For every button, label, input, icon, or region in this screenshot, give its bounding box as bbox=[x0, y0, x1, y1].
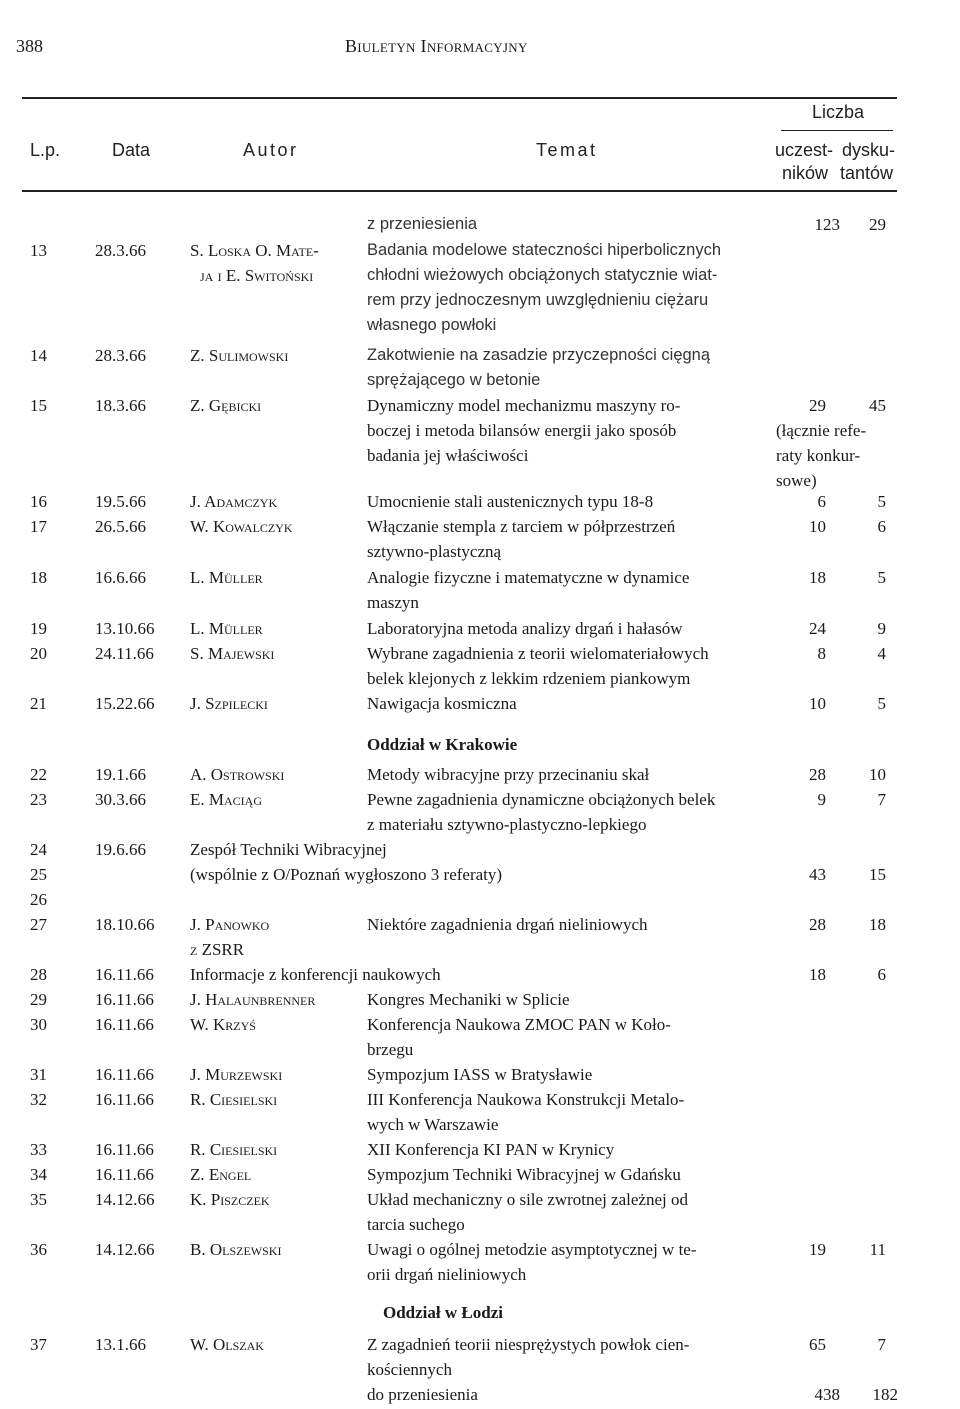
row-topic: własnego powłoki bbox=[367, 316, 497, 334]
row-topic: Umocnienie stali austenicznych typu 18-8 bbox=[367, 492, 654, 511]
row-topic: Konferencja Naukowa ZMOC PAN w Koło- bbox=[367, 1015, 671, 1034]
row-discussants: 15 bbox=[869, 865, 886, 884]
row-date: 16.11.66 bbox=[95, 1140, 154, 1159]
row-participants: 65 bbox=[809, 1335, 826, 1354]
row-topic: sztywno-plastyczną bbox=[367, 542, 502, 561]
header-discussants-2: tantów bbox=[840, 163, 894, 183]
row-author: B. Olszewski bbox=[190, 1240, 282, 1259]
row-author: Z. Engel bbox=[190, 1165, 252, 1184]
row-date: 28.3.66 bbox=[95, 241, 146, 260]
row-participants: 8 bbox=[817, 644, 826, 663]
row-date: 24.11.66 bbox=[95, 644, 154, 663]
row-topic: Analogie fizyczne i matematyczne w dynamice bbox=[367, 568, 690, 587]
row-author: L. Müller bbox=[190, 619, 263, 638]
row-date: 13.1.66 bbox=[95, 1335, 146, 1354]
section-heading-lodz: Oddział w Łodzi bbox=[383, 1303, 503, 1322]
row-number: 36 bbox=[30, 1240, 47, 1259]
row-participants: 10 bbox=[809, 694, 826, 713]
row-number: 28 bbox=[30, 965, 47, 984]
row-discussants: 7 bbox=[877, 1335, 886, 1354]
row-topic: Wybrane zagadnienia z teorii wielomateriałowych bbox=[367, 644, 709, 663]
row-date: 14.12.66 bbox=[95, 1190, 155, 1209]
row-topic: Układ mechaniczny o sile zwrotnej zależnej od bbox=[367, 1190, 688, 1209]
row-author: R. Ciesielski bbox=[190, 1090, 278, 1109]
header-date: Data bbox=[112, 140, 151, 160]
header-count: Liczba bbox=[812, 102, 865, 122]
row-topic: Pewne zagadnienia dynamiczne obciążonych belek bbox=[367, 790, 716, 809]
top-rule bbox=[22, 97, 897, 99]
header-topic: Temat bbox=[536, 140, 598, 160]
row-author: E. Maciąg bbox=[190, 790, 262, 809]
row-note: raty konkur- bbox=[776, 446, 861, 465]
row-author: R. Ciesielski bbox=[190, 1140, 278, 1159]
row-topic: brzegu bbox=[367, 1040, 414, 1059]
row-date: 16.11.66 bbox=[95, 990, 154, 1009]
row-number: 15 bbox=[30, 396, 47, 415]
row-number: 27 bbox=[30, 915, 47, 934]
row-participants: 18 bbox=[809, 568, 826, 587]
row-topic: Nawigacja kosmiczna bbox=[367, 694, 517, 713]
page-number: 388 bbox=[16, 36, 43, 56]
row-discussants: 11 bbox=[869, 1240, 886, 1259]
row-topic: III Konferencja Naukowa Konstrukcji Metalo- bbox=[367, 1090, 685, 1109]
row-date: 16.11.66 bbox=[95, 1015, 154, 1034]
row-number: 32 bbox=[30, 1090, 47, 1109]
header-author: Autor bbox=[243, 140, 299, 160]
row-participants: 28 bbox=[809, 765, 826, 784]
row-author: Z. Sulimowski bbox=[190, 346, 289, 365]
row-number: 14 bbox=[30, 346, 47, 365]
row-date: 16.6.66 bbox=[95, 568, 146, 587]
row-participants: 28 bbox=[809, 915, 826, 934]
row-date: 28.3.66 bbox=[95, 346, 146, 365]
row-author: Informacje z konferencji naukowych bbox=[190, 965, 441, 984]
row-topic: Włączanie stempla z tarciem w półprzestrzeń bbox=[367, 517, 676, 536]
header-participants-2: ników bbox=[782, 163, 829, 183]
row-date: 19.5.66 bbox=[95, 492, 146, 511]
row-date: 30.3.66 bbox=[95, 790, 146, 809]
row-discussants: 6 bbox=[877, 965, 886, 984]
row-participants: 18 bbox=[809, 965, 826, 984]
row-author: (wspólnie z O/Poznań wygłoszono 3 referaty) bbox=[190, 865, 503, 884]
row-topic: Badania modelowe stateczności hiperbolicznych bbox=[367, 241, 722, 259]
row-topic: belek klejonych z lekkim rdzeniem piankowym bbox=[367, 669, 691, 688]
row-participants: 9 bbox=[817, 790, 826, 809]
row-topic: maszyn bbox=[367, 593, 419, 612]
row-number: 16 bbox=[30, 492, 47, 511]
row-number: 30 bbox=[30, 1015, 47, 1034]
row-topic: kościennych bbox=[367, 1360, 452, 1379]
row-topic: Kongres Mechaniki w Splicie bbox=[367, 990, 570, 1009]
row-author: W. Olszak bbox=[190, 1335, 264, 1354]
row-date: 18.3.66 bbox=[95, 396, 146, 415]
section-heading-krakow: Oddział w Krakowie bbox=[367, 735, 518, 754]
row-discussants: 18 bbox=[869, 915, 886, 934]
carry-out-discussants: 182 bbox=[872, 1385, 898, 1404]
row-discussants: 7 bbox=[877, 790, 886, 809]
row-number: 24 bbox=[30, 840, 47, 859]
row-topic: Zakotwienie na zasadzie przyczepności cięgną bbox=[367, 346, 711, 364]
row-date: 16.11.66 bbox=[95, 965, 154, 984]
row-participants: 6 bbox=[817, 492, 826, 511]
row-topic: Laboratoryjna metoda analizy drgań i hałasów bbox=[367, 619, 683, 638]
running-head: Biuletyn Informacyjny bbox=[345, 36, 528, 56]
row-date: 15.22.66 bbox=[95, 694, 155, 713]
row-date: 16.11.66 bbox=[95, 1065, 154, 1084]
carry-out-label: do przeniesienia bbox=[367, 1385, 478, 1404]
row-number: 35 bbox=[30, 1190, 47, 1209]
row-number: 22 bbox=[30, 765, 47, 784]
row-participants: 10 bbox=[809, 517, 826, 536]
row-topic: Sympozjum IASS w Bratysławie bbox=[367, 1065, 593, 1084]
row-discussants: 5 bbox=[877, 492, 886, 511]
header-discussants-1: dysku- bbox=[842, 140, 896, 160]
row-participants: 24 bbox=[809, 619, 826, 638]
row-author: K. Piszczek bbox=[190, 1190, 270, 1209]
row-discussants: 4 bbox=[877, 644, 886, 663]
row-topic: Dynamiczny model mechanizmu maszyny ro- bbox=[367, 396, 681, 415]
row-topic: Uwagi o ogólnej metodzie asymptotycznej w te- bbox=[367, 1240, 697, 1259]
row-topic: orii drgań nieliniowych bbox=[367, 1265, 527, 1284]
row-date: 19.1.66 bbox=[95, 765, 146, 784]
row-number: 26 bbox=[30, 890, 47, 909]
row-number: 37 bbox=[30, 1335, 47, 1354]
header-bottom-rule bbox=[22, 190, 897, 192]
row-author: J. Murzewski bbox=[190, 1065, 283, 1084]
row-date: 16.11.66 bbox=[95, 1165, 154, 1184]
row-topic: chłodni wieżowych obciążonych statycznie wiat- bbox=[367, 266, 718, 284]
row-number: 21 bbox=[30, 694, 47, 713]
row-author: J. Szpilecki bbox=[190, 694, 268, 713]
header-lp: L.p. bbox=[30, 140, 61, 160]
row-author: J. Halaunbrenner bbox=[190, 990, 316, 1009]
row-number: 34 bbox=[30, 1165, 47, 1184]
row-number: 13 bbox=[30, 241, 47, 260]
row-number: 29 bbox=[30, 990, 47, 1009]
row-topic: boczej i metoda bilansów energii jako sposób bbox=[367, 421, 677, 440]
row-number: 18 bbox=[30, 568, 47, 587]
row-participants: 43 bbox=[809, 865, 826, 884]
row-author: S. Loska O. Mate- bbox=[190, 241, 319, 260]
row-author: L. Müller bbox=[190, 568, 263, 587]
row-discussants: 45 bbox=[869, 396, 886, 415]
row-author: Zespół Techniki Wibracyjnej bbox=[190, 840, 387, 859]
row-topic: Metody wibracyjne przy przecinaniu skał bbox=[367, 765, 650, 784]
row-note: (łącznie refe- bbox=[776, 421, 867, 440]
row-date: 26.5.66 bbox=[95, 517, 146, 536]
row-topic: wych w Warszawie bbox=[367, 1115, 499, 1134]
row-topic: Sympozjum Techniki Wibracyjnej w Gdańsku bbox=[367, 1165, 681, 1184]
row-number: 31 bbox=[30, 1065, 47, 1084]
row-author: z ZSRR bbox=[190, 940, 245, 959]
row-number: 20 bbox=[30, 644, 47, 663]
row-author: W. Krzyś bbox=[190, 1015, 256, 1034]
row-discussants: 5 bbox=[877, 694, 886, 713]
row-topic: XII Konferencja KI PAN w Krynicy bbox=[367, 1140, 615, 1159]
row-number: 19 bbox=[30, 619, 47, 638]
row-participants: 29 bbox=[809, 396, 826, 415]
carry-in-discussants: 29 bbox=[869, 215, 886, 234]
row-discussants: 6 bbox=[877, 517, 886, 536]
row-date: 13.10.66 bbox=[95, 619, 155, 638]
row-topic: rem przy jednoczesnym uwzględnieniu ciężaru bbox=[367, 291, 709, 309]
row-discussants: 9 bbox=[877, 619, 886, 638]
row-topic: badania jej właściwości bbox=[367, 446, 529, 465]
row-date: 16.11.66 bbox=[95, 1090, 154, 1109]
row-topic: Niektóre zagadnienia drgań nieliniowych bbox=[367, 915, 648, 934]
row-author: J. Adamczyk bbox=[190, 492, 278, 511]
row-author: A. Ostrowski bbox=[190, 765, 285, 784]
carry-out-participants: 438 bbox=[814, 1385, 840, 1404]
row-topic: z materiału sztywno-plastyczno-lepkiego bbox=[367, 815, 647, 834]
row-author: ja i E. Switoński bbox=[200, 266, 314, 285]
row-topic: tarcia suchego bbox=[367, 1215, 465, 1234]
row-discussants: 5 bbox=[877, 568, 886, 587]
row-author: W. Kowalczyk bbox=[190, 517, 293, 536]
header-participants-1: uczest- bbox=[775, 140, 834, 160]
carry-in-participants: 123 bbox=[814, 215, 840, 234]
row-number: 33 bbox=[30, 1140, 47, 1159]
row-participants: 19 bbox=[809, 1240, 826, 1259]
row-author: S. Majewski bbox=[190, 644, 275, 663]
row-note: sowe) bbox=[776, 471, 817, 490]
carry-in-label: z przeniesienia bbox=[367, 215, 478, 233]
row-number: 25 bbox=[30, 865, 47, 884]
row-topic: Z zagadnień teorii niesprężystych powłok cien- bbox=[367, 1335, 690, 1354]
row-number: 17 bbox=[30, 517, 47, 536]
row-number: 23 bbox=[30, 790, 47, 809]
row-discussants: 10 bbox=[869, 765, 886, 784]
row-date: 14.12.66 bbox=[95, 1240, 155, 1259]
row-author: Z. Gębicki bbox=[190, 396, 262, 415]
row-author: J. Panowko bbox=[190, 915, 270, 934]
header-count-rule bbox=[781, 130, 893, 131]
row-topic: sprężającego w betonie bbox=[367, 371, 541, 389]
row-date: 18.10.66 bbox=[95, 915, 155, 934]
row-date: 19.6.66 bbox=[95, 840, 146, 859]
